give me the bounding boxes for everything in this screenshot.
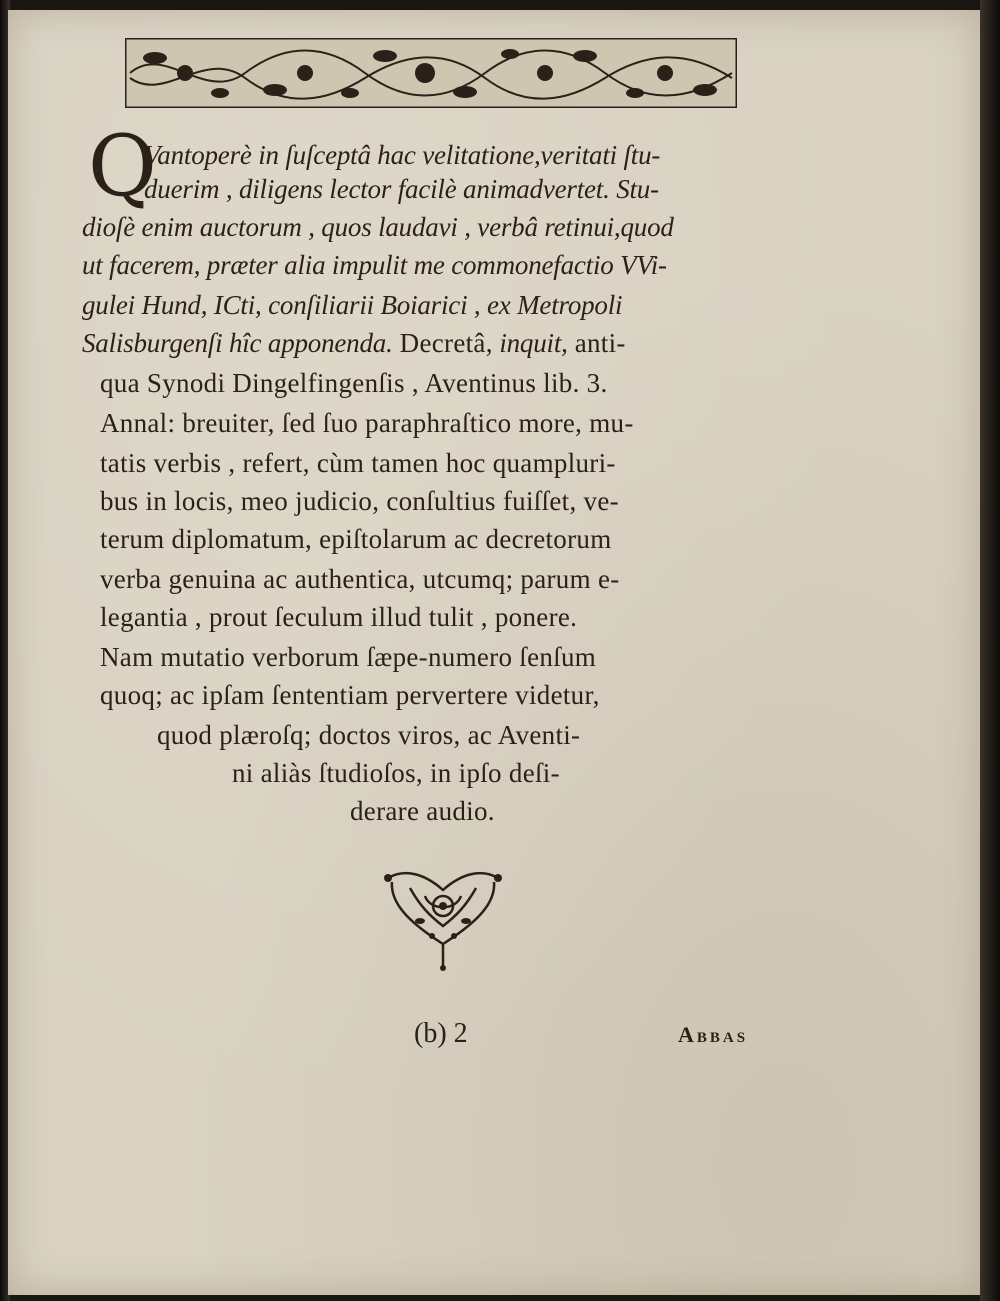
text-line: Nam mutatio verborum ſæpe-numero ſenſum (100, 642, 597, 672)
text-fragment-italic: Salisburgenſi hîc apponenda. (82, 328, 393, 358)
text-line: legantia , prout ſeculum illud tulit , ponere. (100, 602, 578, 632)
text-line: verba genuina ac authentica, utcumq; parum e- (100, 564, 620, 594)
text-line: quoq; ac ipſam ſententiam pervertere videtur, (100, 680, 600, 710)
text-fragment-roman: Decretâ, (392, 328, 493, 358)
text-line: dioſè enim auctorum , quos laudavi , verbâ retinui,quod (82, 212, 674, 242)
text-line: bus in locis, meo judicio, conſultius fuiſſet, ve- (100, 486, 619, 516)
catchword: Abbas (678, 1022, 749, 1047)
text-fragment-roman: anti- (567, 328, 626, 358)
signature-mark: (b) 2 (414, 1018, 468, 1049)
text-line: quod plæroſq; doctos viros, ac Aventi- (157, 720, 581, 750)
text-line: qua Synodi Dingelfingenſis , Aventinus lib. 3. (100, 368, 608, 398)
text-fragment-italic: inquit, (492, 328, 568, 358)
text-line: duerim , diligens lector facilè animadvertet. Stu- (144, 174, 659, 204)
text-line: terum diplomatum, epiſtolarum ac decretorum (100, 524, 612, 554)
page-right-edge (980, 0, 1000, 1301)
drop-cap: Q (88, 117, 157, 215)
text-line: ni aliàs ſtudioſos, in ipſo deſi- (232, 758, 560, 788)
text-line-mixed (82, 326, 626, 361)
text-line: gulei Hund, ICti, conſiliarii Boiarici , ex Metropoli (82, 290, 623, 320)
text-line: Annal: breuiter, ſed ſuo paraphraſtico more, mu- (100, 408, 634, 438)
text-line: Vantoperè in ſuſceptâ hac velitatione,veritati ſtu- (144, 140, 661, 170)
text-line: tatis verbis , refert, cùm tamen hoc quampluri- (100, 448, 616, 478)
text-line: ut facerem, præter alia impulit me commonefactio VVi- (82, 250, 667, 280)
text-line: derare audio. (350, 796, 495, 826)
ornamental-tailpiece (380, 866, 506, 974)
ornamental-headpiece (125, 38, 737, 108)
